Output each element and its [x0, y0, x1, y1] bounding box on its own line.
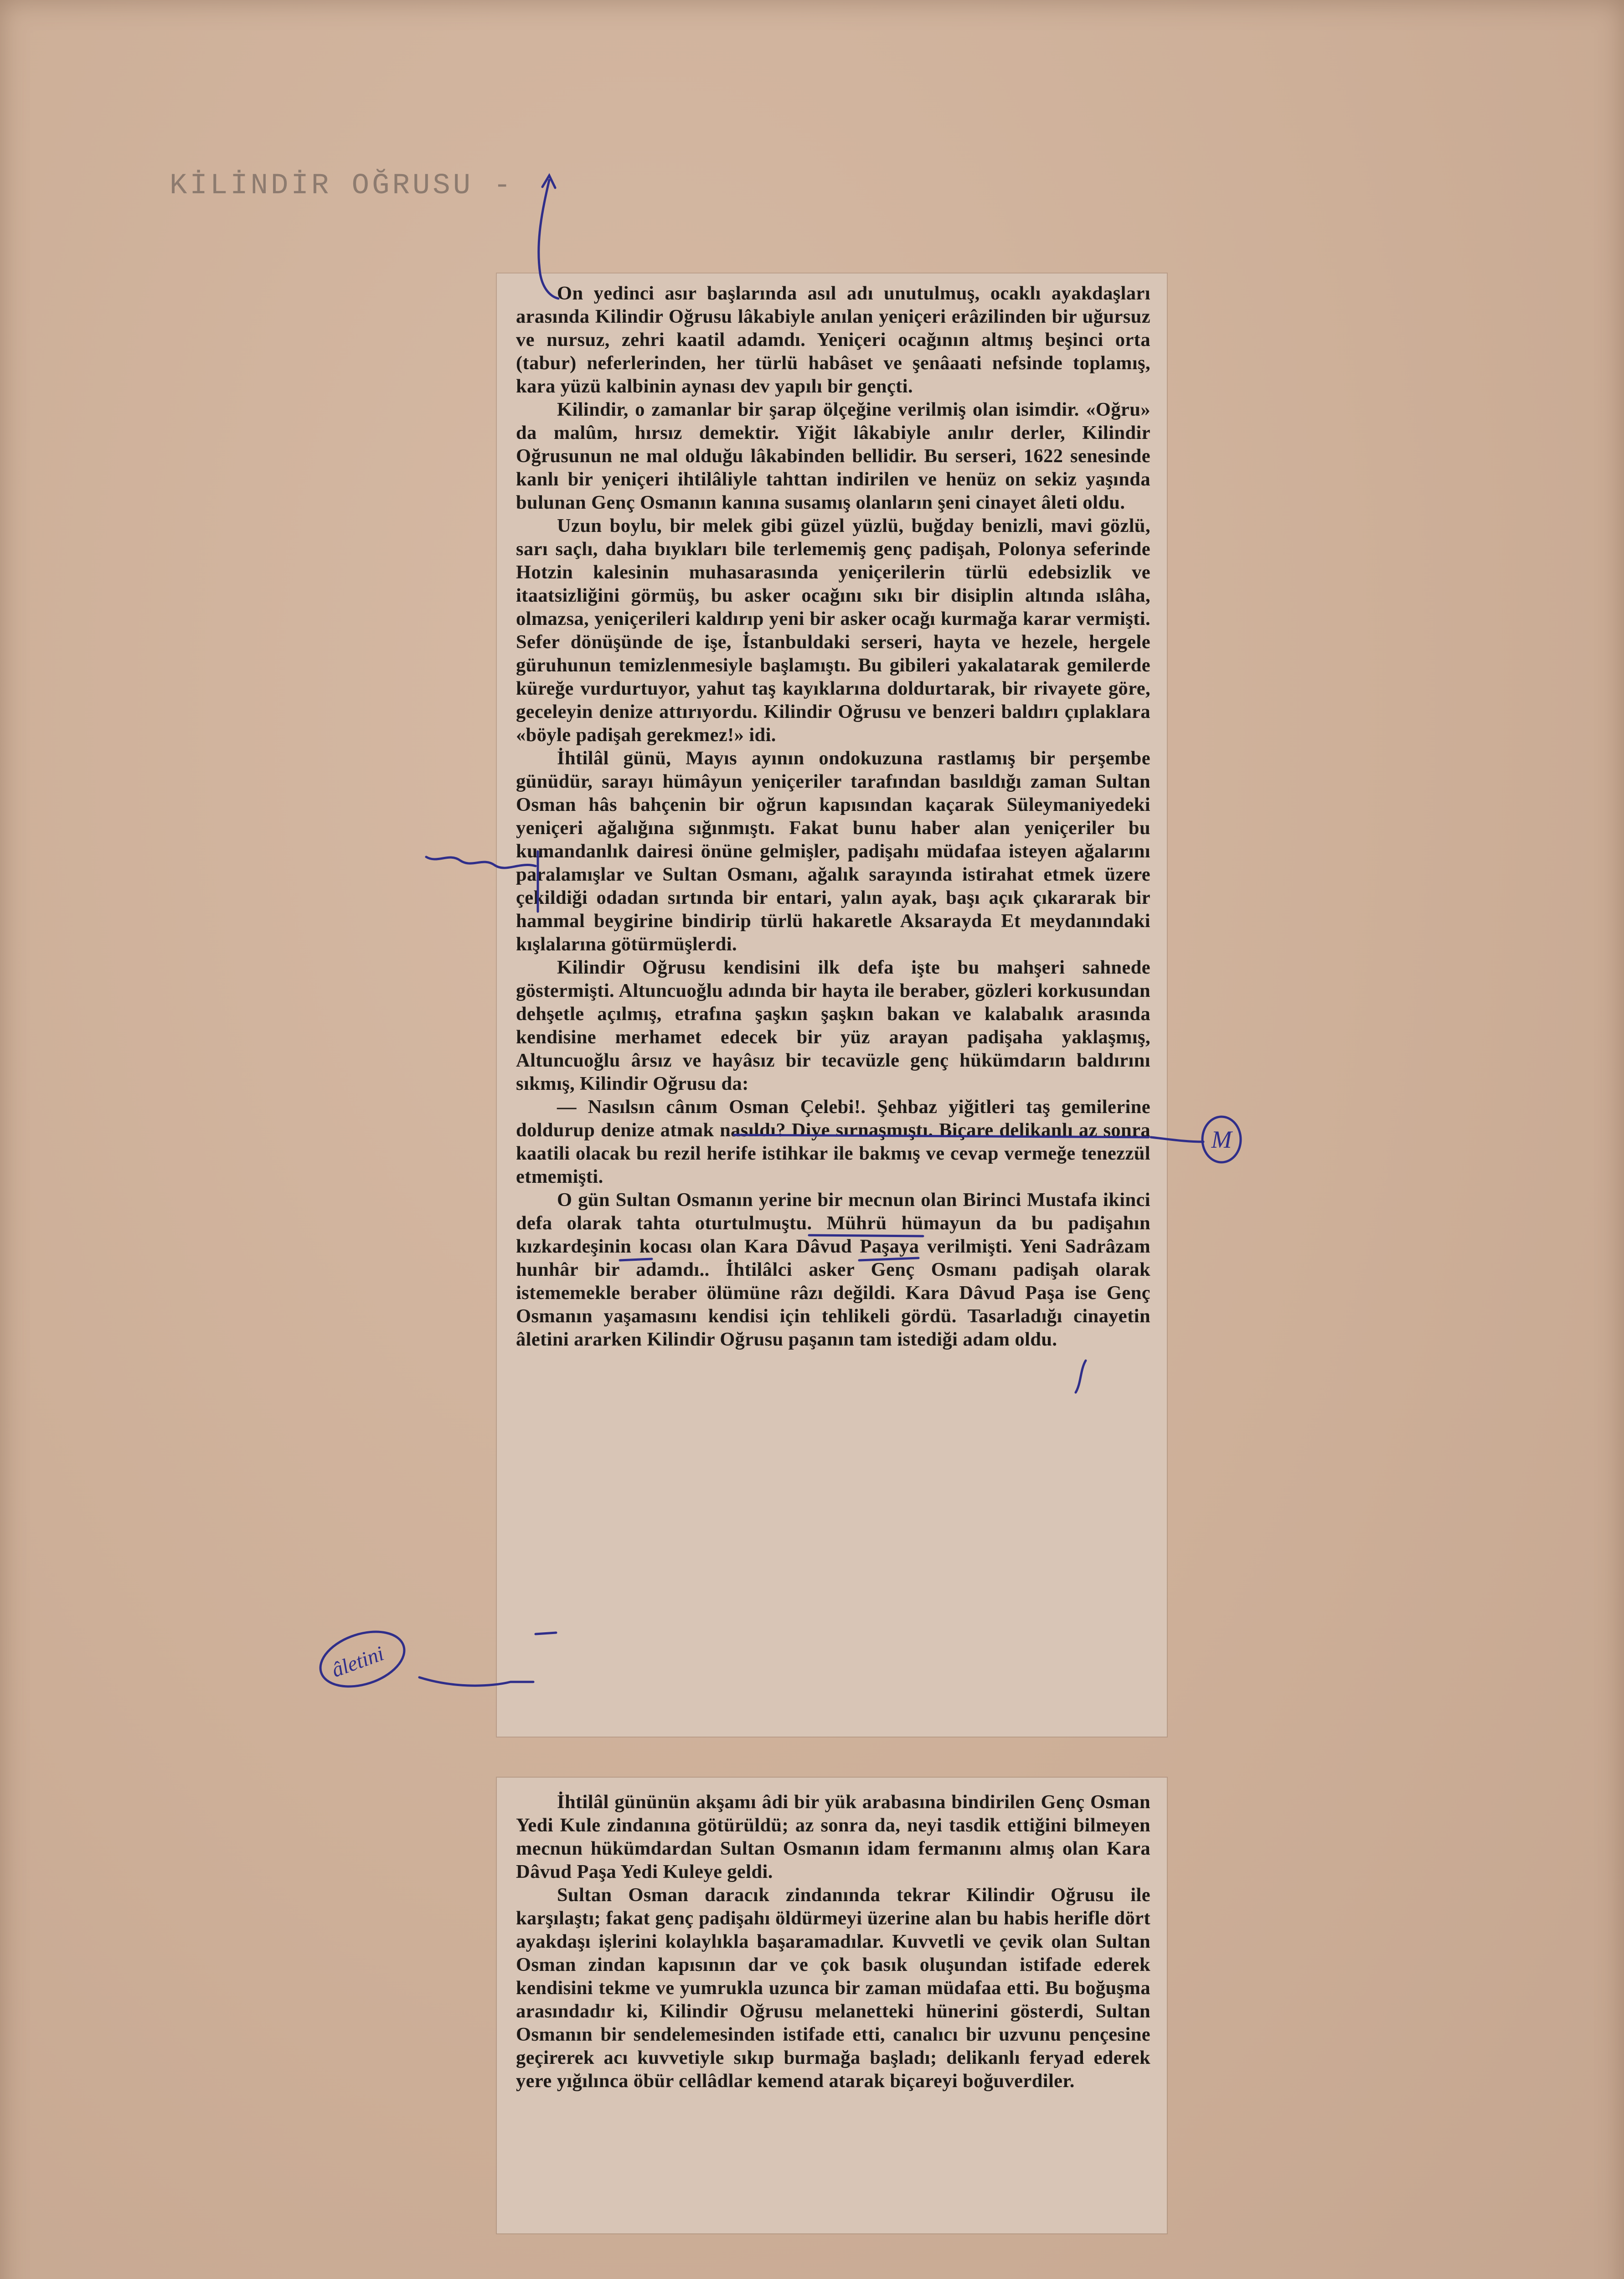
paragraph: İhtilâl günü, Mayıs ayının ondokuzuna rastlamış bir perşembe günüdür, sarayı hümâyun yeniçeriler tarafından basıldığı zaman Sultan Osman hâs bahçenin bir oğrun kapısından kaçarak Süleymaniyedeki yeniçeri ağalığına sığınmıştı. Fakat bunu haber alan yeniçeriler bu kumandanlık dairesi önüne gelmişler, padişahı müdafaa isteyen ağalarını paralamışlar ve Sultan Osmanı, ağalık sarayında istirahat etmek üzere çekildiği odadan sırtında bir entari, yalın ayak, başı açık çıkararak bir hammal beygirine bindirip türlü hakaretle Aksarayda Et meydanındaki kışlalarına götürmüşlerdi. [516, 748, 1150, 955]
paragraph: Uzun boylu, bir melek gibi güzel yüzlü, buğday benizli, mavi gözlü, sarı saçlı, daha bıyıkları bile terlememiş genç padişah, Polonya seferinde Hotzin kalesinin muhasarasında yeniçerilerin türlü edebsizlik ve itaatsizliğini görmüş, bu asker ocağını sıkı bir disiplin altında ıslâha, olmazsa, yeniçerileri kaldırıp yeni bir asker ocağı kurmağa karar vermişti. Sefer dönüşünde de işe, İstanbuldaki serseri, hayta ve hezele, hergele güruhunun temizlenmesiyle başlamıştı. Bu gibileri yakalatarak gemilerde küreğe vurdurtuyor, yahut taş kayıklarına doldurtarak, bir rivayete göre, geceleyin denize attırıyordu. Kilindir Oğrusu ve benzeri baldırı çıplaklara «böyle padişah gerekmez!» idi. [516, 515, 1150, 746]
paragraph: On yedinci asır başlarında asıl adı unutulmuş, ocaklı ayakdaşları arasında Kilindir Oğrusu lâkabiyle anılan yeniçeri erâzilinden bir uğursuz ve nursuz, zehri kaatil adamdı. Yeniçeri ocağının altmış beşinci orta (tabur) neferlerinden, her türlü habâset ve şenâaati nefsinde toplamış, kara yüzü kalbinin aynası dev yapılı bir gençti. [516, 283, 1150, 397]
article-column-1 [516, 282, 1150, 1351]
paragraph: Kilindir Oğrusu kendisini ilk defa işte bu mahşeri sahnede göstermişti. Altuncuoğlu adında bir hayta ile beraber, gözleri korkusundan dehşetle açılmış, etrafına şaşkın şaşkın bakan ve kalabalık arasında kendisine merhamet edecek bir yüz arayan padişaha yaklaşmış, Altuncuoğlu ârsız ve hayâsız bir tecavüzle genç hükümdarın baldırını sıkmış, Kilindir Oğrusu da: [516, 957, 1150, 1094]
paragraph: — Nasılsın cânım Osman Çelebi!. Şehbaz yiğitleri taş gemilerine doldurup denize atmak nasıldı? Diye sırnaşmıştı. Biçare delikanlı az sonra kaatili olacak bu rezil herife istihkar ile bakmış ve cevap vermeğe tenezzül etmemişti. [516, 1096, 1150, 1187]
document-heading: KİLİNDİR OĞRUSU - [170, 170, 514, 202]
pen-arrow-head [542, 175, 555, 188]
paragraph: Sultan Osman daracık zindanında tekrar Kilindir Oğrusu ile karşılaştı; fakat genç padişahı öldürmeyi üzerine alan bu habis herifle dört ayakdaşı işlerini kolaylıkla başaramadılar. Kuvvetli ve çevik olan Sultan Osman zindan kapısının dar ve çok basık oluşundan istifade ederek kendisini tekme ve yumrukla uzunca bir zaman müdafaa etti. Bu boğuşma arasındadır ki, Kilindir Oğrusu melanetteki hünerini gösterdi, Sultan Osmanın bir sendelemesinden istifade etti, canalıcı bir uzvunu pençesine geçirerek acı kuvvetiyle sıkıp burmağa başladı; delikanlı feryad ederek yere yığılınca öbür cellâdlar kemend atarak biçareyi boğuverdiler. [516, 1884, 1150, 2092]
paragraph: O gün Sultan Osmanın yerine bir mecnun olan Birinci Mustafa ikinci defa olarak tahta oturtulmuştu. Mührü hümayun da bu padişahın kızkardeşinin kocası olan Kara Dâvud Paşaya verilmişti. Yeni Sadrâzam hunhâr bir adamdı.. İhtilâlci asker Genç Osmanı padişah olarak istememekle beraber ölümüne râzı değildi. Kara Dâvud Paşa ise Genç Osmanın yaşamasını kendisi için tehlikeli gördü. Tasarladığı cinayetin âletini ararken Kilindir Oğrusu paşanın tam istediği adam oldu. [516, 1189, 1150, 1350]
article-column-2 [516, 1790, 1150, 2093]
margin-word: âletini [328, 1641, 387, 1682]
pen-circle-m [1202, 1117, 1241, 1162]
pen-circle-word [314, 1622, 412, 1696]
margin-letter: M [1211, 1126, 1232, 1153]
paragraph: Kilindir, o zamanlar bir şarap ölçeğine verilmiş olan isimdir. «Oğru» da malûm, hırsız demektir. Yiğit lâkabiyle anılır derler, Kilindir Oğrusunun ne mal olduğu lâkabinden bellidir. Bu serseri, 1622 senesinde kanlı bir yeniçeri ihtilâliyle tahttan indirilen ve henüz on sekiz yaşında bulunan Genç Osmanın kanına susamış olanların şeni cinayet âleti oldu. [516, 399, 1150, 513]
paragraph: İhtilâl gününün akşamı âdi bir yük arabasına bindirilen Genç Osman Yedi Kule zindanına götürüldü; az sonra da, neyi tasdik ettiğini bilmeyen mecnun hükümdardan Sultan Osmanın idam fermanını almış olan Kara Dâvud Paşa Yedi Kuleye geldi. [516, 1791, 1150, 1882]
